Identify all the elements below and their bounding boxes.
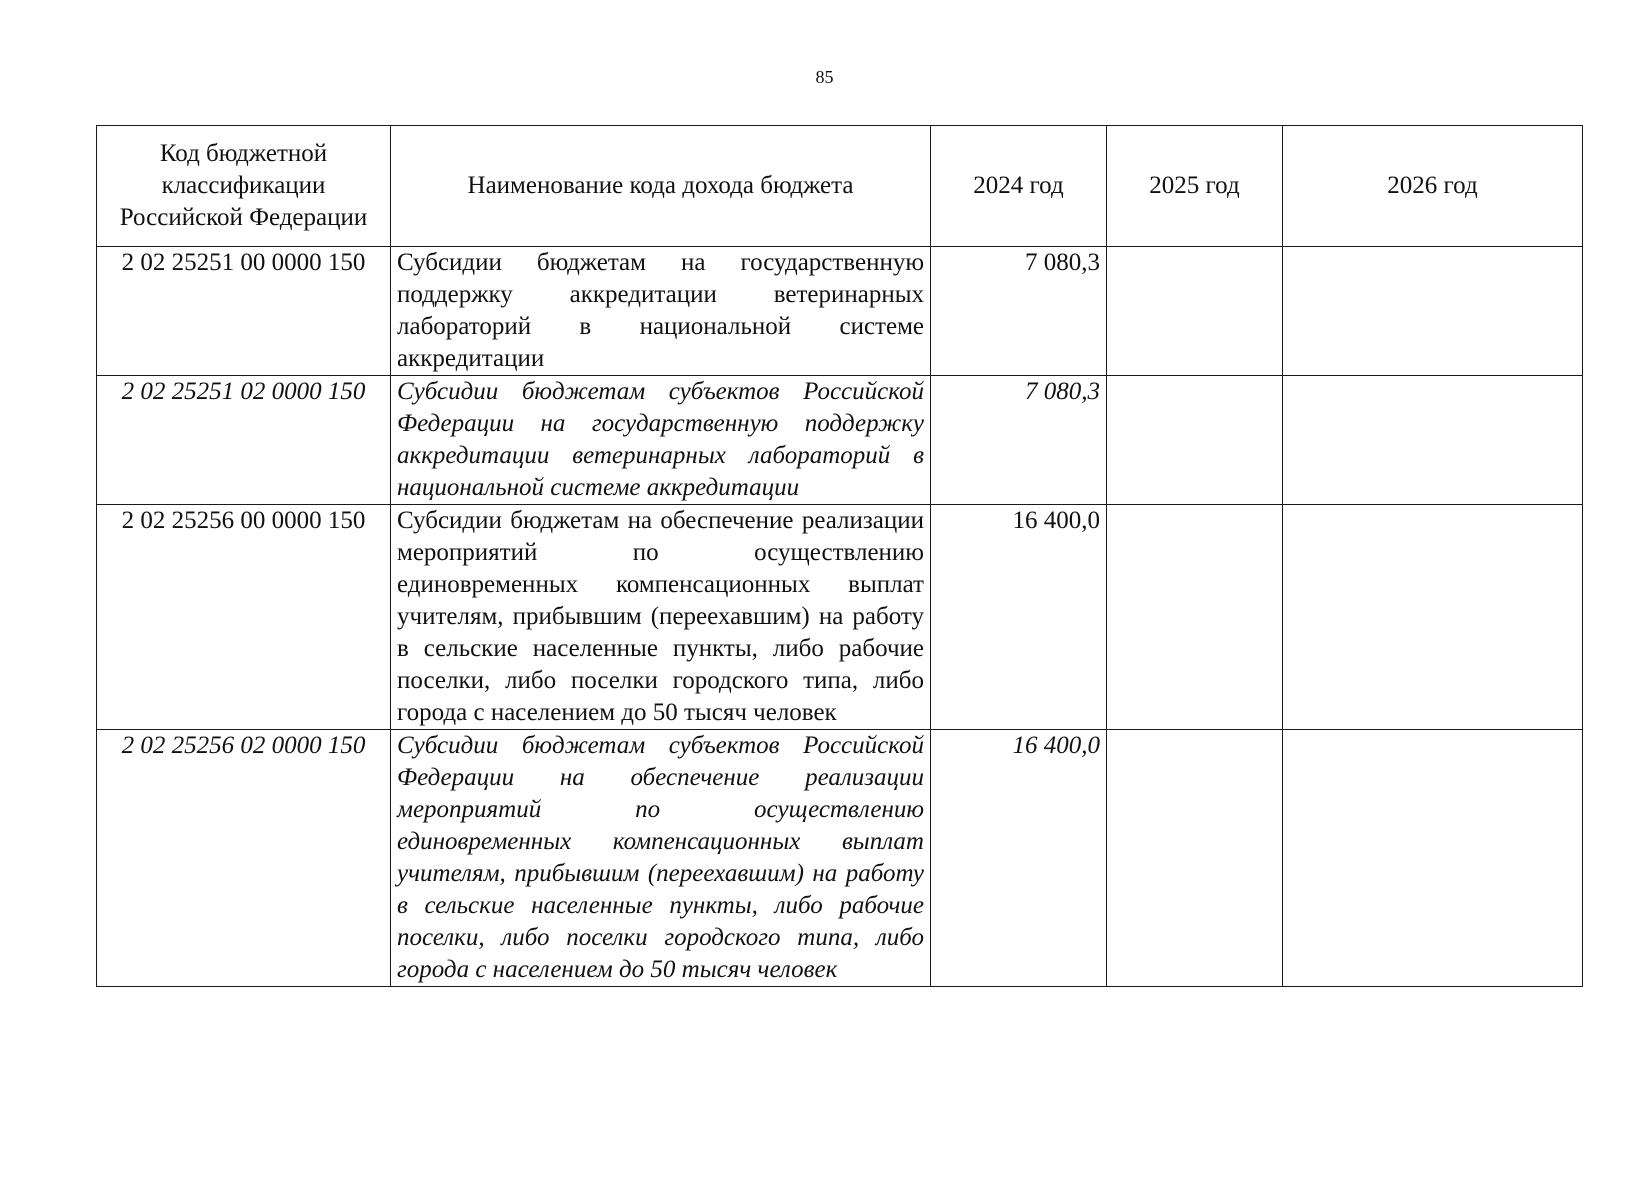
header-budget-code: Код бюджетной классификации Российской Федерации — [97, 126, 391, 247]
budget-code-cell: 2 02 25256 02 0000 150 — [97, 730, 391, 987]
value-2026-cell — [1283, 247, 1583, 376]
table-header-row — [97, 126, 1583, 247]
budget-code-cell: 2 02 25251 00 0000 150 — [97, 247, 391, 376]
value-2024-cell: 16 400,0 — [931, 505, 1107, 730]
value-2026-cell — [1283, 505, 1583, 730]
budget-code-cell: 2 02 25251 02 0000 150 — [97, 376, 391, 505]
value-2025-cell — [1107, 376, 1283, 505]
table-row — [97, 376, 1583, 505]
value-2025-cell — [1107, 730, 1283, 987]
revenue-name-cell: Субсидии бюджетам на обеспечение реализации мероприятий по осуществлению единовременных компенсационных выплат учителям, прибывшим (переехавшим) на работу в сельские населенные пункты, либо рабочие поселки, либо поселки городского типа, либо города с населением до 50 тысяч человек — [391, 505, 931, 730]
table-row — [97, 730, 1583, 987]
value-2024-cell: 7 080,3 — [931, 376, 1107, 505]
budget-revenue-table — [96, 125, 1583, 987]
value-2024-cell: 16 400,0 — [931, 730, 1107, 987]
table-row — [97, 247, 1583, 376]
revenue-name-cell: Субсидии бюджетам субъектов Российской Федерации на государственную поддержку аккредитации ветеринарных лабораторий в национальной системе аккредитации — [391, 376, 931, 505]
value-2026-cell — [1283, 376, 1583, 505]
value-2025-cell — [1107, 505, 1283, 730]
page-number: 85 — [815, 67, 834, 87]
value-2025-cell — [1107, 247, 1283, 376]
header-year-2025: 2025 год — [1107, 126, 1283, 247]
header-year-2024: 2024 год — [931, 126, 1107, 247]
revenue-name-cell: Субсидии бюджетам на государственную поддержку аккредитации ветеринарных лабораторий в национальной системе аккредитации — [391, 247, 931, 376]
table-row — [97, 505, 1583, 730]
value-2026-cell — [1283, 730, 1583, 987]
budget-code-cell: 2 02 25256 00 0000 150 — [97, 505, 391, 730]
header-revenue-name: Наименование кода дохода бюджета — [391, 126, 931, 247]
revenue-name-cell: Субсидии бюджетам субъектов Российской Федерации на обеспечение реализации мероприятий по осуществлению единовременных компенсационных выплат учителям, прибывшим (переехавшим) на работу в сельские населенные пункты, либо рабочие поселки, либо поселки городского типа, либо города с населением до 50 тысяч человек — [391, 730, 931, 987]
value-2024-cell: 7 080,3 — [931, 247, 1107, 376]
header-year-2026: 2026 год — [1283, 126, 1583, 247]
